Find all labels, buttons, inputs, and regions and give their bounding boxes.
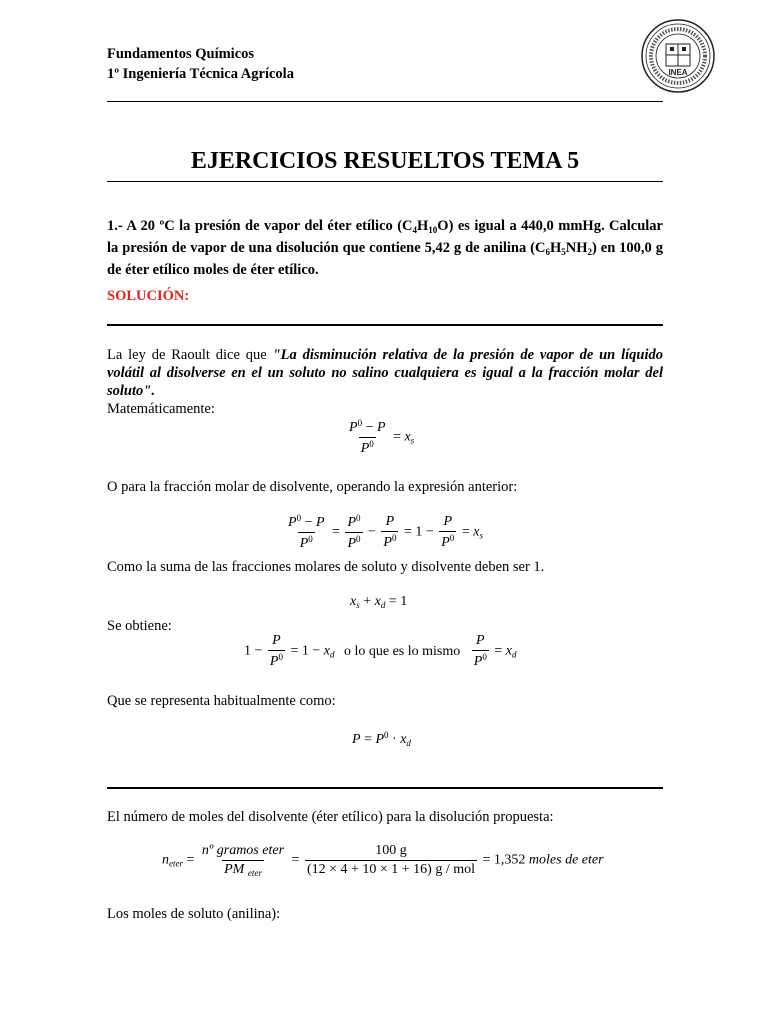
header-divider (107, 101, 663, 102)
problem-statement: 1.- A 20 ºC la presión de vapor del éter etílico $(C_4H_{10}O)$ es igual a 440,0 mmHg. Calcular la presión de vapor de una disolución que contiene 5,42 g de anilina $(C_6H_5NH_2)$ en 100,0 g de éter etílico moles de éter etílico. (107, 218, 663, 278)
moles-solute-text: Los moles de soluto (anilina): (107, 906, 281, 922)
math-label: Matemáticamente: (107, 401, 215, 417)
university-seal-logo (640, 18, 716, 94)
title-divider (107, 181, 663, 182)
raoult-law-paragraph: La ley de Raoult dice que "La disminución relativa de la presión de vapor de un líquido volátil al disolverse en el un soluto no salino cualquiera es igual a la fracción molar del soluto". (107, 347, 663, 399)
equation-raoult: $\frac{P^0 - P}{P^0}$ = $x_s$ (349, 418, 415, 456)
equation-solvent-fraction: $\frac{P^0 - P}{P^0}$ = $\frac{P^0}{P^0}$ − $\frac{P}{P^0}$ = 1 − $\frac{P}{P^0}$ = $x_s$ (288, 513, 483, 551)
sum-sentence: Como la suma de las fracciones molares de soluto y disolvente deben ser 1. (107, 559, 545, 575)
solution-divider (107, 324, 663, 326)
equation-moles-eter: $n_{eter}$ = $\frac{\text{nº gramos eter}}{PM _{eter}}$ = $\frac{100 g}{\text{(12 × 4 + 10 × 1 + 16) g / mol}}$ = 1,352 moles de eter (162, 843, 604, 878)
course-name: Fundamentos Químicos (107, 46, 255, 62)
svg-text:INEA: INEA (668, 68, 688, 77)
solution-label: SOLUCIÓN: (107, 288, 190, 304)
page-title: EJERCICIOS RESUELTOS TEMA 5 (190, 148, 580, 174)
equation-final-raoult: $P = P^0 \cdot x_d$ (352, 730, 411, 748)
molar-fraction-text: O para la fracción molar de disolvente, operando la expresión anterior: (107, 479, 518, 495)
section-divider (107, 787, 663, 789)
equation-obtained: 1 − $\frac{P}{P^0}$ = $1 - x_d$ o lo que es lo mismo $\frac{P}{P^0}$ = $x_d$ (244, 633, 517, 669)
equation-sum: $x_s + x_d = 1$ (350, 594, 408, 610)
obtains-text: Se obtiene: (107, 618, 172, 634)
moles-solvent-text: El número de moles del disolvente (éter etílico) para la disolución propuesta: (107, 809, 554, 825)
program-name: 1º Ingeniería Técnica Agrícola (107, 66, 294, 82)
represented-text: Que se representa habitualmente como: (107, 693, 336, 709)
